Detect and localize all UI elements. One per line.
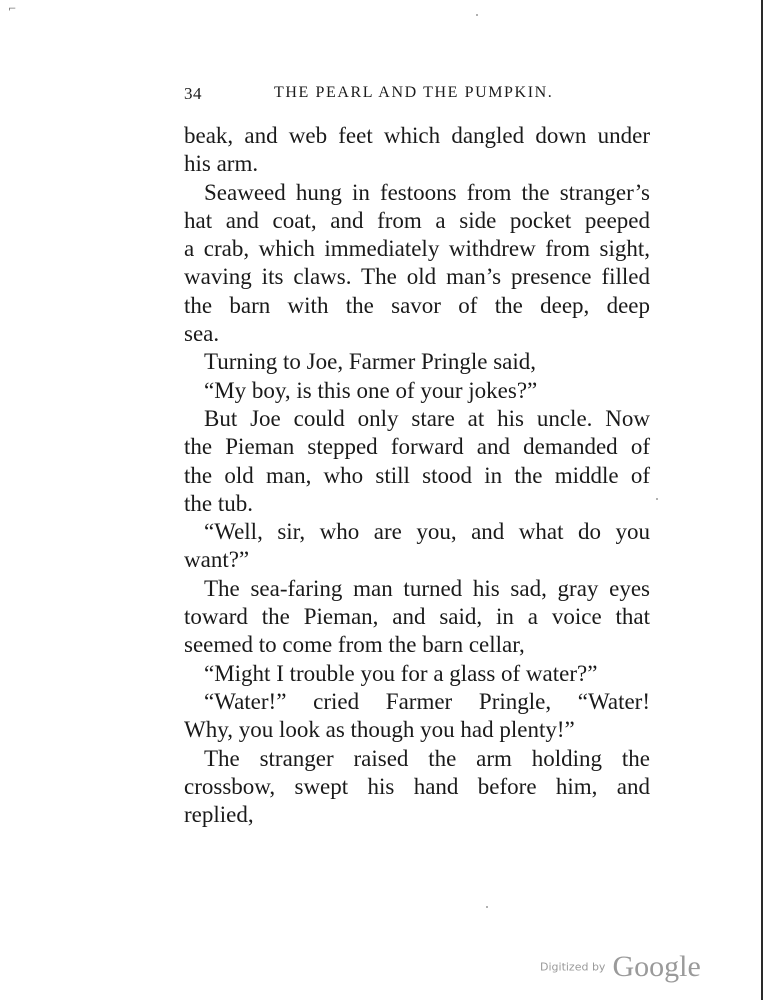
text-line: crossbow, swept his hand before him, and — [184, 773, 650, 799]
scan-speck — [656, 498, 658, 500]
corner-scan-mark: ⌐ — [8, 4, 17, 15]
text-line: toward the Pieman, and said, in a voice that — [184, 604, 650, 630]
text-line: waving its claws. The old man’s presence filled — [184, 264, 650, 290]
text-line: the tub. — [184, 490, 253, 516]
text-line: The stranger raised the arm holding the — [204, 745, 650, 771]
page-number: 34 — [184, 84, 202, 103]
text-line: “My boy, is this one of your jokes?” — [204, 377, 538, 403]
text-line: beak, and web feet which dangled down under — [184, 123, 650, 148]
text-line: sea. — [184, 321, 220, 347]
text-line: the Pieman stepped forward and demanded of — [184, 434, 650, 460]
text-line: a crab, which immediately withdrew from sight, — [184, 236, 650, 262]
scan-speck — [476, 14, 478, 16]
text-line: “Well, sir, who are you, and what do you — [204, 519, 650, 545]
scan-speck — [486, 906, 488, 908]
text-line: seemed to come from the barn cellar, — [184, 632, 525, 658]
body-text — [184, 122, 650, 829]
google-logo-text: Google — [612, 950, 701, 983]
text-line: hat and coat, and from a side pocket peeped — [184, 207, 650, 233]
text-line: his arm. — [184, 151, 259, 177]
text-line: “Water!” cried Farmer Pringle, “Water! — [204, 688, 650, 714]
page-edge-line — [761, 0, 763, 1000]
text-line: Seaweed hung in festoons from the stranger’s — [204, 179, 650, 205]
text-line: Turning to Joe, Farmer Pringle said, — [204, 349, 536, 375]
text-line: “Might I trouble you for a glass of water?” — [204, 660, 598, 686]
text-line: Why, you look as though you had plenty!” — [184, 717, 575, 743]
text-line: the barn with the savor of the deep, deep — [184, 292, 650, 318]
text-line: replied, — [184, 802, 254, 828]
text-line: But Joe could only stare at his uncle. Now — [204, 405, 650, 431]
running-head: THE PEARL AND THE PUMPKIN. — [274, 84, 554, 101]
text-line: the old man, who still stood in the middle of — [184, 462, 650, 488]
digitized-by-label: Digitized by — [540, 960, 606, 974]
page-header — [184, 84, 650, 108]
text-line: The sea-faring man turned his sad, gray eyes — [204, 575, 650, 601]
text-line: want?” — [184, 547, 250, 573]
google-watermark — [540, 950, 701, 984]
